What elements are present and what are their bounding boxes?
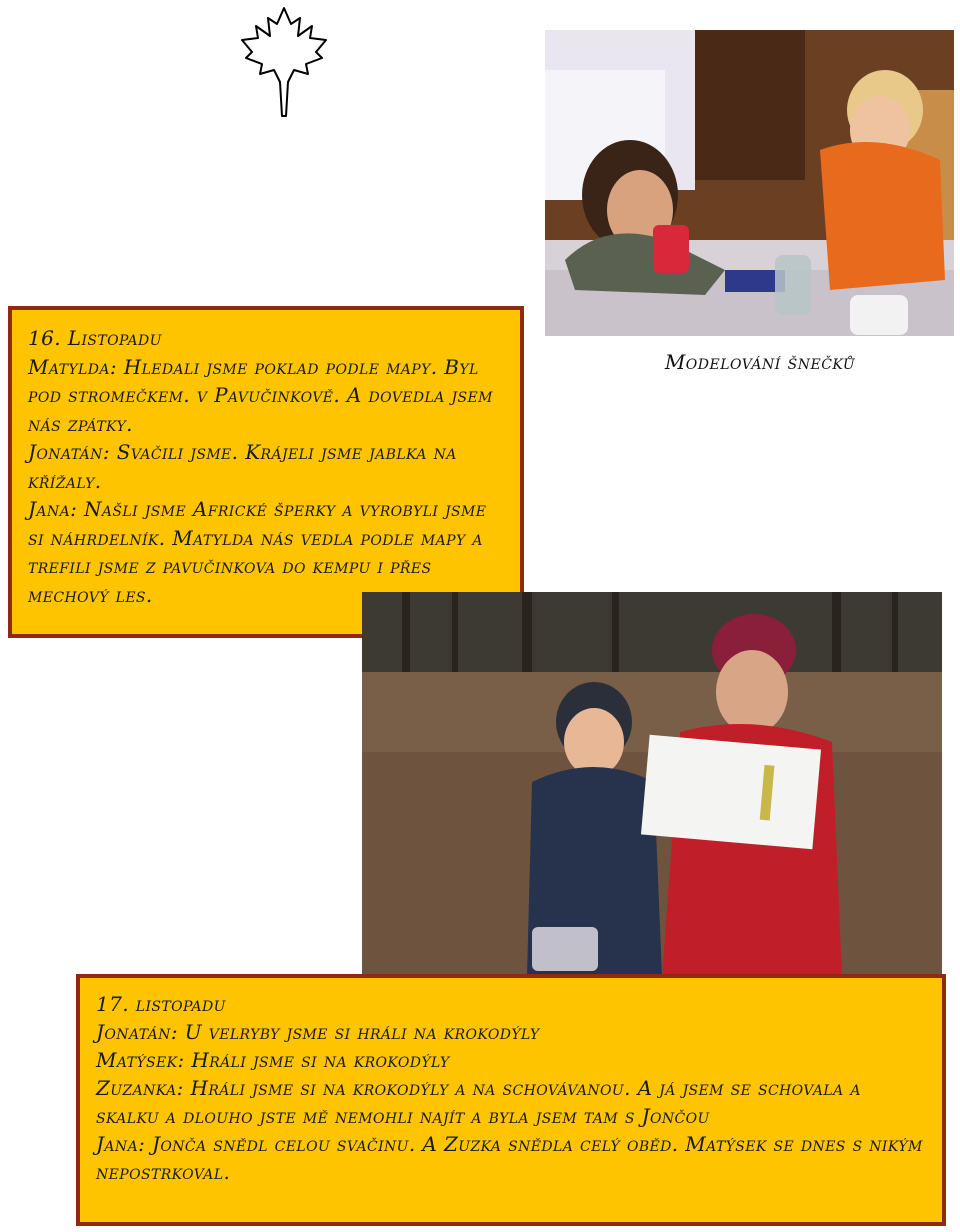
photo-modelling-snails [545, 30, 954, 336]
diary-box-17-november [76, 974, 946, 1226]
diary-entry: Matýsek: Hráli jsme si na krokodýly [96, 1048, 450, 1072]
maple-leaf-icon [236, 4, 332, 118]
diary-entry: Jana: Našli jsme Africké šperky a vyrobyli jsme si náhrdelník. Matylda nás vedla podle mapy a trefili jsme z pavučinkova do kempu i přes mechový les. [28, 497, 487, 607]
diary-date: 16. Listopadu [28, 326, 162, 350]
photo-caption: Modelování šnečků [664, 350, 856, 374]
diary-box-16-november [8, 306, 524, 638]
diary-entry: Jonatán: U velryby jsme si hráli na krokodýly [96, 1020, 540, 1044]
diary-entry: Jonatán: Svačili jsme. Krájeli jsme jablka na křížaly. [28, 440, 457, 493]
diary-entry: Jana: Jonča snědl celou svačinu. A Zuzka snědla celý oběd. Matýsek se dnes s nikým nepostrkoval. [96, 1132, 923, 1184]
diary-entry: Matylda: Hledali jsme poklad podle mapy. Byl pod stromečkem. v Pavučinkově. A dovedla jsem nás zpátky. [28, 354, 493, 436]
diary-entry: Zuzanka: Hráli jsme si na krokodýly a na schovávanou. A já jsem se schovala a skalku a dlouho jste mě nemohli najít a byla jsem tam s Jončou [96, 1076, 861, 1128]
photo-forest-treasure-map [362, 592, 942, 976]
diary-date: 17. listopadu [96, 992, 226, 1016]
